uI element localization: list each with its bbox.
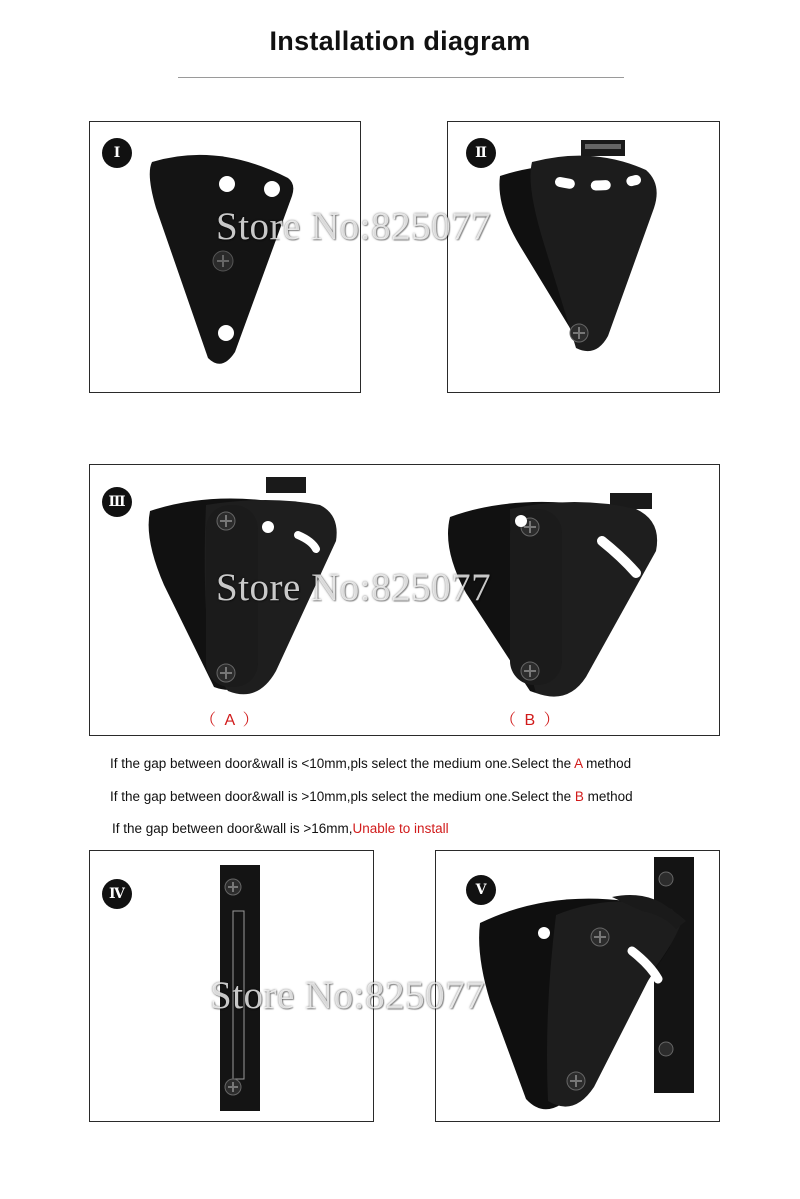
note-text: method — [582, 756, 632, 771]
store-watermark: Store No:825077 — [210, 974, 486, 1017]
step-badge: Ⅲ — [102, 487, 132, 517]
store-watermark: Store No:825077 — [216, 205, 492, 248]
note-text: If the gap between door&wall is <10mm,pls select the medium one.Select the — [110, 756, 575, 771]
note-highlight: A — [574, 756, 583, 771]
note-text: If the gap between door&wall is >16mm, — [112, 821, 353, 836]
panel-step-2 — [447, 121, 720, 393]
note-line-1 — [110, 756, 631, 771]
method-b-label: （ B ） — [500, 712, 562, 729]
note-highlight: B — [574, 789, 584, 804]
note-text: method — [583, 789, 633, 804]
method-a-label: （ A ） — [200, 712, 261, 729]
title-divider — [178, 77, 624, 78]
note-text: If the gap between door&wall is >10mm,pls select the medium one.Select the — [110, 789, 575, 804]
step-badge: Ⅳ — [102, 879, 132, 909]
note-highlight: Unable to install — [352, 821, 449, 836]
note-line-2 — [110, 789, 633, 804]
note-line-3 — [112, 821, 449, 836]
store-watermark: Store No:825077 — [216, 566, 492, 609]
panel-step-1 — [89, 121, 361, 393]
step-badge: Ⅴ — [466, 875, 496, 905]
page-title: Installation diagram — [269, 26, 531, 56]
step-badge: Ⅱ — [466, 138, 496, 168]
step-badge: Ⅰ — [102, 138, 132, 168]
latch-plate-icon — [90, 122, 361, 393]
